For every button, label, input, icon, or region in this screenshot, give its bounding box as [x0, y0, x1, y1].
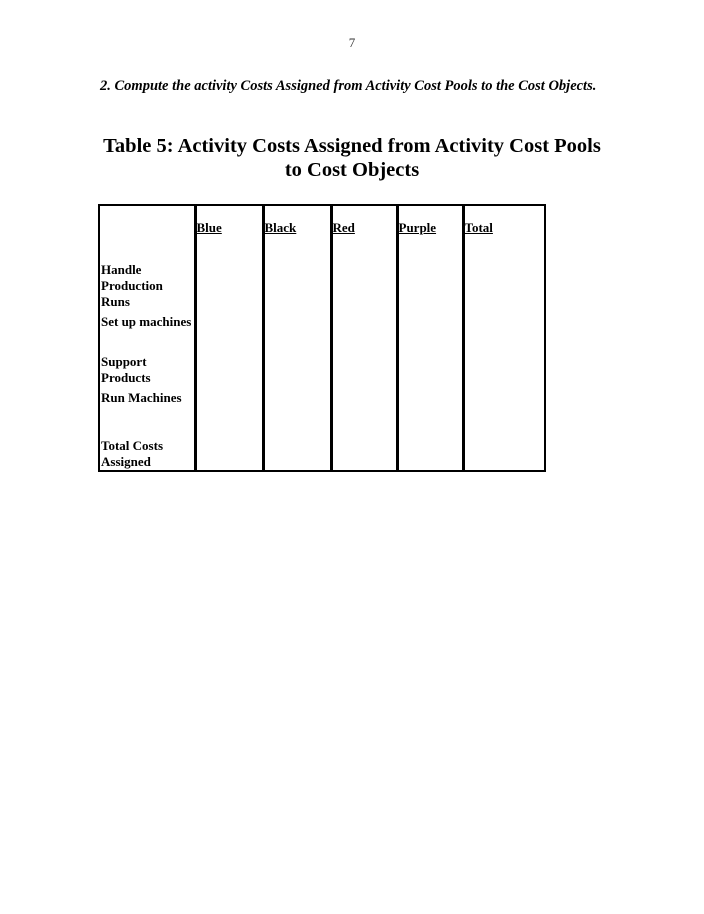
- table-cell: [397, 430, 463, 471]
- table-header-empty: [99, 205, 195, 256]
- table-row: [99, 430, 545, 471]
- table-cell: [195, 310, 263, 350]
- table-cell: [397, 256, 463, 310]
- table-cell: [463, 430, 545, 471]
- column-header-total: Total: [463, 205, 545, 256]
- table-cell: [195, 350, 263, 388]
- table-title: Table 5: Activity Costs Assigned from Activity Cost Pools to Cost Objects: [103, 135, 601, 181]
- table-cell: [463, 350, 545, 388]
- table-cell: [263, 310, 331, 350]
- table-cell: [195, 430, 263, 471]
- column-header-purple: Purple: [397, 205, 463, 256]
- row-label-set-up-machines: Set up machines: [99, 310, 195, 350]
- activity-cost-table: [98, 204, 546, 472]
- table-cell: [463, 310, 545, 350]
- table-cell: [397, 350, 463, 388]
- table-cell: [331, 310, 397, 350]
- table-cell: [397, 388, 463, 430]
- table-cell: [195, 256, 263, 310]
- row-label-total-costs-assigned: Total Costs Assigned: [99, 430, 195, 471]
- table-cell: [263, 430, 331, 471]
- table-row: [99, 310, 545, 350]
- table-cell: [331, 388, 397, 430]
- table-cell: [463, 256, 545, 310]
- table-cell: [263, 350, 331, 388]
- column-header-red: Red: [331, 205, 397, 256]
- page-number: 7: [348, 35, 356, 50]
- table-row: [99, 388, 545, 430]
- table-row: [99, 350, 545, 388]
- row-label-support-products: Support Products: [99, 350, 195, 388]
- table-cell: [195, 388, 263, 430]
- table-row: [99, 256, 545, 310]
- column-header-blue: Blue: [195, 205, 263, 256]
- table-cell: [263, 256, 331, 310]
- row-label-run-machines: Run Machines: [99, 388, 195, 430]
- table-cell: [397, 310, 463, 350]
- table-cell: [331, 430, 397, 471]
- column-header-black: Black: [263, 205, 331, 256]
- row-label-handle-production-runs: Handle Production Runs: [99, 256, 195, 310]
- table-cell: [331, 350, 397, 388]
- table-cell: [463, 388, 545, 430]
- table-header-row: [99, 205, 545, 256]
- table-cell: [263, 388, 331, 430]
- table-cell: [331, 256, 397, 310]
- instruction-text: 2. Compute the activity Costs Assigned from Activity Cost Pools to the Cost Objects.: [100, 78, 597, 94]
